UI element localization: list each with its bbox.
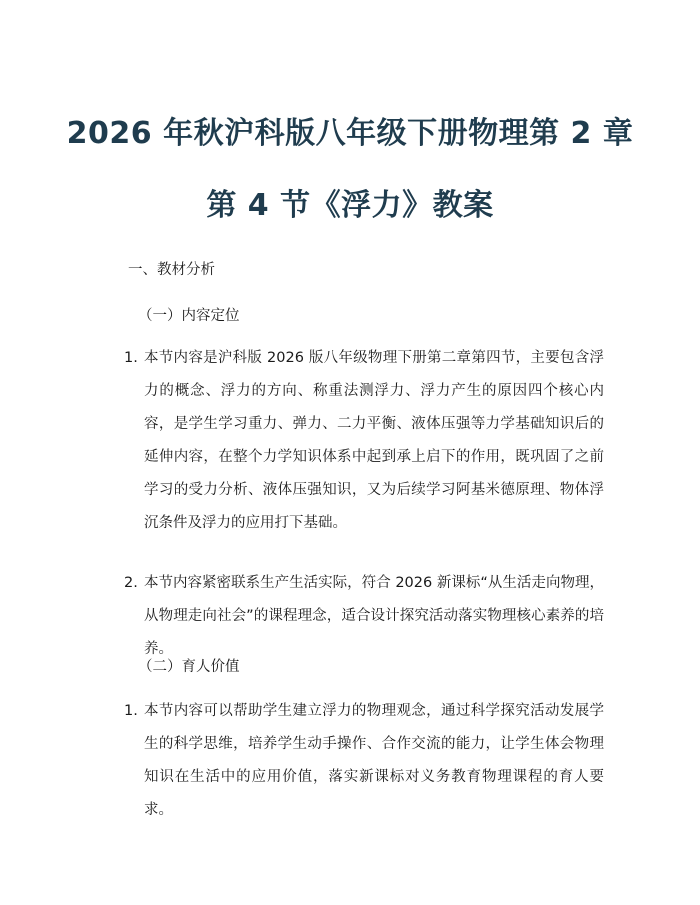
- list-item: [124, 567, 604, 666]
- list-item-text: 本节内容可以帮助学生建立浮力的物理观念，通过科学探究活动发展学生的科学思维，培养学生动手操作、合作交流的能力，让学生体会物理知识在生活中的应用价值，落实新课标对义务教育物理课程的育人要求。: [144, 703, 604, 818]
- list-item-text: 本节内容是沪科版 2026 版八年级物理下册第二章第四节，主要包含浮力的概念、浮力的方向、称重法测浮力、浮力产生的原因四个核心内容，是学生学习重力、弹力、二力平衡、液体压强等力学基础知识后的延伸内容，在整个力学知识体系中起到承上启下的作用，既巩固了之前学习的受力分析、液体压强知识，又为后续学习阿基米德原理、物体浮沉条件及浮力的应用打下基础。: [144, 350, 604, 531]
- list-item-text: 本节内容紧密联系生产生活实际，符合 2026 新课标“从生活走向物理，从物理走向社会”的课程理念，适合设计探究活动落实物理核心素养的培养。: [144, 575, 604, 657]
- list-item: [124, 695, 604, 827]
- document-title-line-2: 第 4 节《浮力》教案: [206, 188, 494, 223]
- subsection-heading-educational-value: （二）育人价值: [138, 659, 240, 675]
- list-item: [124, 342, 604, 540]
- list-item-number: 2.: [124, 575, 138, 591]
- document-title-line-1: 2026 年秋沪科版八年级下册物理第 2 章: [66, 116, 634, 151]
- list-item-number: 1.: [124, 350, 138, 366]
- list-item-number: 1.: [124, 703, 138, 719]
- section-heading-textbook-analysis: 一、教材分析: [128, 262, 215, 278]
- subsection-heading-content-positioning: （一）内容定位: [138, 308, 240, 324]
